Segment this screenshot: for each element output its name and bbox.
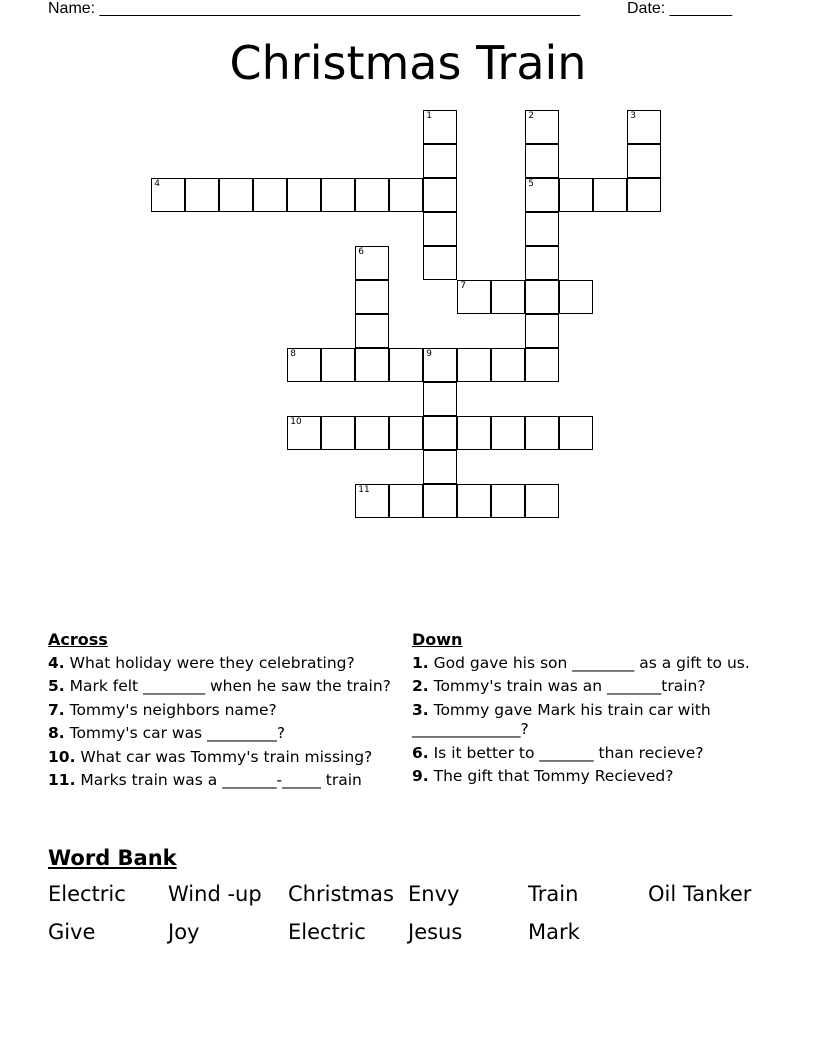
grid-cell[interactable]	[525, 348, 559, 382]
grid-cell[interactable]	[355, 348, 389, 382]
cell-number: 3	[630, 111, 636, 122]
grid-cell[interactable]	[627, 110, 661, 144]
clue-number: 6.	[412, 743, 429, 762]
grid-cell[interactable]	[525, 178, 559, 212]
grid-cell[interactable]	[151, 178, 185, 212]
clue-text: God gave his son ________ as a gift to us.	[428, 653, 750, 672]
grid-cell[interactable]	[423, 450, 457, 484]
grid-cell[interactable]	[219, 178, 253, 212]
grid-cell[interactable]	[525, 314, 559, 348]
grid-cell[interactable]	[389, 178, 423, 212]
down-clues	[412, 630, 757, 791]
grid-cell[interactable]	[491, 416, 525, 450]
word-bank-word: Train	[528, 882, 579, 906]
grid-cell[interactable]	[355, 178, 389, 212]
grid-cell[interactable]	[355, 484, 389, 518]
across-clue	[48, 748, 393, 768]
grid-cell[interactable]	[355, 416, 389, 450]
grid-cell[interactable]	[321, 416, 355, 450]
grid-cell[interactable]	[559, 280, 593, 314]
cell-number: 4	[154, 179, 160, 190]
word-bank-word: Joy	[168, 920, 200, 944]
grid-cell[interactable]	[525, 280, 559, 314]
down-clue	[412, 677, 757, 697]
grid-cell[interactable]	[389, 348, 423, 382]
grid-cell[interactable]	[491, 484, 525, 518]
across-heading: Across	[48, 630, 108, 649]
down-clue	[412, 744, 757, 764]
word-bank-word: Christmas	[288, 882, 394, 906]
cell-number: 1	[426, 111, 432, 122]
across-clue	[48, 701, 393, 721]
word-bank-word: Wind -up	[168, 882, 262, 906]
clue-text: Marks train was a _______-_____ train	[75, 771, 362, 789]
clue-text: Is it better to _______ than recieve?	[428, 743, 704, 762]
grid-cell[interactable]	[423, 484, 457, 518]
clue-number: 11.	[48, 771, 76, 789]
clue-text: The gift that Tommy Recieved?	[428, 767, 674, 785]
grid-cell[interactable]	[559, 178, 593, 212]
clue-number: 4.	[48, 653, 65, 672]
grid-cell[interactable]	[593, 178, 627, 212]
across-clue	[48, 771, 393, 791]
clue-number: 3.	[412, 700, 429, 719]
date-field[interactable]: Date: _______	[627, 0, 732, 17]
grid-cell[interactable]	[253, 178, 287, 212]
clue-number: 2.	[412, 677, 429, 695]
cell-number: 9	[426, 349, 432, 360]
clue-number: 7.	[48, 700, 65, 719]
grid-cell[interactable]	[355, 314, 389, 348]
clue-text: Mark felt ________ when he saw the train?	[64, 677, 391, 695]
grid-cell[interactable]	[525, 110, 559, 144]
grid-cell[interactable]	[525, 144, 559, 178]
grid-cell[interactable]	[355, 246, 389, 280]
clue-text: Tommy's neighbors name?	[64, 700, 277, 719]
word-bank-word: Electric	[288, 920, 366, 944]
clue-number: 8.	[48, 724, 65, 742]
grid-cell[interactable]	[423, 212, 457, 246]
clue-text: What holiday were they celebrating?	[64, 653, 355, 672]
clue-number: 1.	[412, 653, 429, 672]
grid-cell[interactable]	[457, 280, 491, 314]
word-bank-word: Oil Tanker	[648, 882, 752, 906]
grid-cell[interactable]	[287, 348, 321, 382]
cell-number: 8	[290, 349, 296, 360]
grid-cell[interactable]	[457, 484, 491, 518]
grid-cell[interactable]	[525, 212, 559, 246]
grid-cell[interactable]	[423, 110, 457, 144]
grid-cell[interactable]	[423, 246, 457, 280]
grid-cell[interactable]	[491, 280, 525, 314]
cell-number: 11	[358, 485, 370, 496]
cell-number: 5	[528, 179, 534, 190]
word-bank-word: Electric	[48, 882, 126, 906]
clue-text: What car was Tommy's train missing?	[75, 747, 373, 766]
across-clue	[48, 654, 393, 674]
grid-cell[interactable]	[559, 416, 593, 450]
grid-cell[interactable]	[525, 416, 559, 450]
across-clues	[48, 630, 393, 795]
grid-cell[interactable]	[627, 178, 661, 212]
grid-cell[interactable]	[457, 348, 491, 382]
word-bank-word: Envy	[408, 882, 460, 906]
grid-cell[interactable]	[355, 280, 389, 314]
cell-number: 7	[460, 281, 466, 292]
clue-number: 9.	[412, 767, 429, 785]
grid-cell[interactable]	[287, 178, 321, 212]
grid-cell[interactable]	[627, 144, 661, 178]
down-clue	[412, 654, 757, 674]
grid-cell[interactable]	[423, 144, 457, 178]
word-bank-title: Word Bank	[48, 846, 177, 870]
clue-number: 10.	[48, 747, 76, 766]
grid-cell[interactable]	[423, 416, 457, 450]
down-clue	[412, 767, 757, 787]
grid-cell[interactable]	[423, 348, 457, 382]
grid-cell[interactable]	[525, 246, 559, 280]
clue-text: Tommy gave Mark his train car with ______________?	[412, 700, 711, 738]
down-clue	[412, 701, 757, 740]
grid-cell[interactable]	[491, 348, 525, 382]
clue-text: Tommy's train was an _______train?	[428, 677, 706, 695]
down-heading: Down	[412, 630, 463, 649]
cell-number: 6	[358, 247, 364, 258]
page-title: Christmas Train	[229, 36, 587, 90]
across-clue	[48, 677, 393, 697]
clue-text: Tommy's car was _________?	[64, 724, 286, 742]
word-bank-word: Jesus	[408, 920, 463, 944]
grid-cell[interactable]	[457, 416, 491, 450]
word-bank-word: Give	[48, 920, 96, 944]
grid-cell[interactable]	[185, 178, 219, 212]
grid-cell[interactable]	[321, 348, 355, 382]
cell-number: 2	[528, 111, 534, 122]
word-bank-word: Mark	[528, 920, 580, 944]
grid-cell[interactable]	[287, 416, 321, 450]
cell-number: 10	[290, 417, 302, 428]
grid-cell[interactable]	[389, 416, 423, 450]
grid-cell[interactable]	[389, 484, 423, 518]
grid-cell[interactable]	[525, 484, 559, 518]
grid-cell[interactable]	[423, 178, 457, 212]
grid-cell[interactable]	[321, 178, 355, 212]
across-clue	[48, 724, 393, 744]
clue-number: 5.	[48, 677, 65, 695]
grid-cell[interactable]	[423, 382, 457, 416]
name-field[interactable]: Name: ______________________________________________________	[48, 0, 581, 17]
